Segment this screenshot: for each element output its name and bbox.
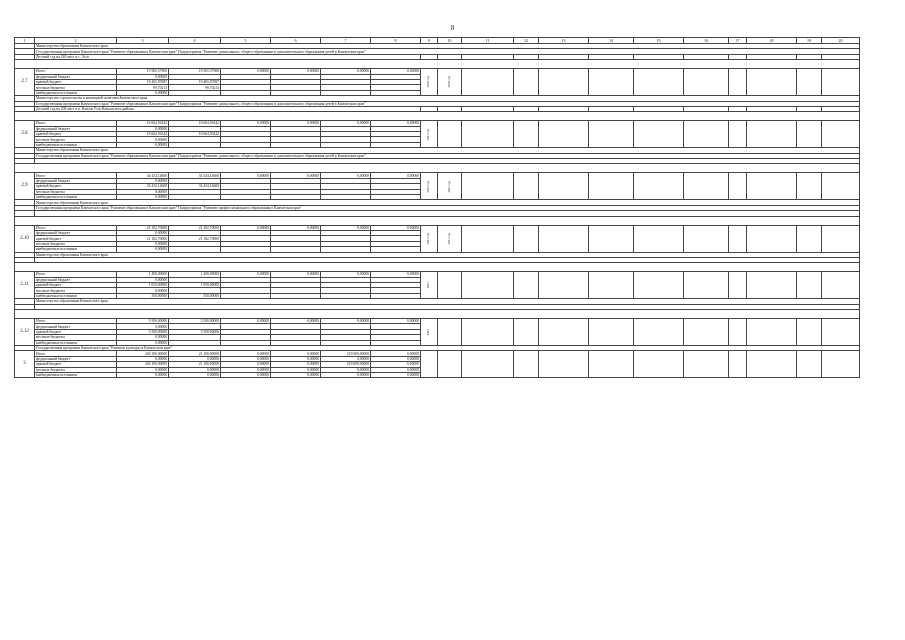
amount-cell: 0,00000 xyxy=(117,142,169,147)
amount-cell: 0,00000 xyxy=(117,372,169,377)
rotated-text-cell xyxy=(822,225,860,252)
table-cell xyxy=(684,351,729,378)
funding-source-label: местные бюджеты xyxy=(35,85,117,90)
rotated-text-cell xyxy=(589,173,634,200)
rotated-text-cell xyxy=(797,121,822,148)
column-number-6: 6 xyxy=(271,38,321,44)
rotated-text-cell xyxy=(539,121,589,148)
funding-source-label: краевой бюджет xyxy=(35,329,117,334)
amount-cell: 0,00000 xyxy=(117,277,169,282)
amount-cell: 0,00000 xyxy=(169,372,221,377)
rotated-text-cell xyxy=(438,225,462,252)
amount-cell: 0,00000 xyxy=(221,225,271,230)
funding-source-label: Итого xyxy=(35,272,117,277)
funding-source-label: федеральный бюджет xyxy=(35,230,117,235)
rotated-text-cell xyxy=(822,69,860,96)
vertical-text: 2021 год xyxy=(426,128,431,141)
program-label: Государственная программа Камчатского края "Развитие образования в Камчатском крае" Подпрограмма "Развитие профессионального образования в Камчатском крае" xyxy=(35,205,860,210)
rotated-text-cell xyxy=(747,173,797,200)
vertical-text: 2021 xyxy=(426,328,431,336)
spacer-row xyxy=(15,263,860,272)
amount-cell: 16 664,56342 xyxy=(169,121,221,126)
page-number: 8 xyxy=(450,24,455,32)
object-label: Детский сад на 240 мест в с. Эссо xyxy=(35,54,421,59)
amount-cell: 0,00000 xyxy=(221,367,271,372)
amount-cell: 0,00000 xyxy=(371,225,421,230)
rotated-text-cell xyxy=(539,319,589,346)
rotated-text-cell xyxy=(797,69,822,96)
amount-cell: 0,00000 xyxy=(117,126,169,131)
funding-source-label: местные бюджеты xyxy=(35,241,117,246)
section-number: 2.11 xyxy=(15,272,35,299)
column-number-4: 4 xyxy=(169,38,221,44)
rotated-text-cell xyxy=(797,272,822,299)
amount-cell: 0,00000 xyxy=(271,367,321,372)
section-number: 3 xyxy=(15,351,35,378)
amount-cell: 0,00000 xyxy=(117,90,169,95)
amount-cell: 16 664,56342 xyxy=(117,121,169,126)
column-number-8: 8 xyxy=(371,38,421,44)
section-number: 2.7 xyxy=(15,69,35,96)
table-cell xyxy=(797,351,822,378)
funding-source-label: Итого xyxy=(35,351,117,356)
program-label: Государственная программа Камчатского края "Развитие культуры в Камчатском крае" xyxy=(35,345,860,350)
amount-cell: 21 182,70000 xyxy=(117,225,169,230)
table-cell xyxy=(462,351,514,378)
amount-cell: 19 565,57900 xyxy=(169,69,221,74)
rotated-text-cell xyxy=(822,121,860,148)
funding-source-label: краевой бюджет xyxy=(35,132,117,137)
funding-source-label: краевой бюджет xyxy=(35,362,117,367)
rotated-text-cell xyxy=(514,121,539,148)
program-label: Государственная программа Камчатского края "Развитие образования в Камчатском крае" Подпрограмма "Развитие дошкольного, общего образования и дополнительного образования детей в Камчатском крае" xyxy=(35,101,860,106)
amount-cell: 0,00000 xyxy=(271,351,321,356)
column-number-12: 12 xyxy=(514,38,539,44)
table-cell xyxy=(539,351,589,378)
rotated-text-cell xyxy=(589,69,634,96)
amount-cell: 0,00000 xyxy=(221,319,271,324)
column-number-7: 7 xyxy=(321,38,371,44)
table-cell xyxy=(15,310,860,319)
rotated-text-cell xyxy=(684,225,729,252)
column-number-20: 20 xyxy=(822,38,860,44)
column-number-16: 16 xyxy=(684,38,729,44)
column-number-15: 15 xyxy=(634,38,684,44)
amount-cell: 16 664,56342 xyxy=(169,132,221,137)
funding-source-label: краевой бюджет xyxy=(35,79,117,84)
spacer-row xyxy=(15,164,860,173)
column-number-10: 10 xyxy=(438,38,462,44)
investment-register-table xyxy=(14,37,860,378)
rotated-text-cell xyxy=(462,319,514,346)
amount-cell: 0,00000 xyxy=(371,351,421,356)
amount-cell: 0,00000 xyxy=(371,362,421,367)
amount-cell: 0,00000 xyxy=(271,372,321,377)
amount-cell: 21 100,00000 xyxy=(169,362,221,367)
amount-cell: 0,00000 xyxy=(117,189,169,194)
amount-cell: 0,00000 xyxy=(321,121,371,126)
rotated-text-cell xyxy=(462,69,514,96)
amount-cell: 0,00000 xyxy=(221,69,271,74)
rotated-text-cell xyxy=(589,121,634,148)
rotated-text-cell xyxy=(514,319,539,346)
rotated-text-cell xyxy=(729,173,747,200)
amount-cell: 19 465,87687 xyxy=(117,79,169,84)
funding-source-label: внебюджетные источники xyxy=(35,194,117,199)
amount-cell: 0,00000 xyxy=(371,69,421,74)
amount-cell: 0,00000 xyxy=(117,137,169,142)
funding-source-label: местные бюджеты xyxy=(35,189,117,194)
rotated-text-cell xyxy=(514,272,539,299)
funding-source-label: федеральный бюджет xyxy=(35,178,117,183)
vertical-text: 2019 год xyxy=(426,76,431,88)
table-cell xyxy=(514,351,539,378)
object-label: Детский сад на 200 мест в п. Ключи Усть-Камчатского района xyxy=(35,106,421,111)
table-cell xyxy=(589,351,634,378)
table-cell xyxy=(421,351,438,378)
amount-cell: 1 400,00000 xyxy=(117,272,169,277)
rotated-text-cell xyxy=(822,319,860,346)
rotated-text-cell xyxy=(634,225,684,252)
funding-source-label: внебюджетные источники xyxy=(35,90,117,95)
rotated-text-cell xyxy=(747,69,797,96)
table-cell xyxy=(729,351,747,378)
rotated-text-cell xyxy=(822,272,860,299)
amount-cell: 0,00000 xyxy=(321,69,371,74)
amount-cell: 0,00000 xyxy=(371,367,421,372)
amount-cell: 0,00000 xyxy=(321,372,371,377)
rotated-text-cell xyxy=(634,69,684,96)
rotated-text-cell xyxy=(684,319,729,346)
amount-cell: 0,00000 xyxy=(117,194,169,199)
rotated-text-cell xyxy=(438,69,462,96)
customer-label: Министерство строительства и жилищной политики Камчатского края xyxy=(35,96,860,101)
amount-cell: 0,00000 xyxy=(271,356,321,361)
amount-cell: 0,00000 xyxy=(117,288,169,293)
amount-cell: 0,00000 xyxy=(221,362,271,367)
rotated-text-cell xyxy=(747,272,797,299)
column-number-11: 11 xyxy=(462,38,514,44)
section-number: 2.9 xyxy=(15,173,35,200)
rotated-text-cell xyxy=(514,173,539,200)
funding-source-label: федеральный бюджет xyxy=(35,277,117,282)
rotated-text-cell xyxy=(421,173,438,200)
column-number-17: 17 xyxy=(729,38,747,44)
rotated-text-cell xyxy=(634,121,684,148)
table-cell xyxy=(15,112,860,121)
register-table-area xyxy=(14,37,859,571)
rotated-text-cell xyxy=(462,173,514,200)
table-cell xyxy=(634,351,684,378)
rotated-text-cell xyxy=(729,272,747,299)
amount-cell: 0,00000 xyxy=(371,319,421,324)
amount-cell: 21 100,00000 xyxy=(169,351,221,356)
amount-cell: 5 500,00000 xyxy=(117,329,169,334)
rotated-text-cell xyxy=(589,319,634,346)
spacer-row xyxy=(15,216,860,225)
column-number-2: 2 xyxy=(35,38,117,44)
rotated-text-cell xyxy=(822,173,860,200)
rotated-text-cell xyxy=(634,319,684,346)
rotated-text-cell xyxy=(589,225,634,252)
amount-cell: 99,70213 xyxy=(169,85,221,90)
amount-cell: 21 182,70000 xyxy=(117,236,169,241)
amount-cell: 350,00000 xyxy=(117,293,169,298)
table-cell xyxy=(15,216,860,225)
amount-cell: 0,00000 xyxy=(321,225,371,230)
rotated-text-cell xyxy=(438,319,462,346)
rotated-text-cell xyxy=(539,69,589,96)
amount-cell: 5 500,00000 xyxy=(117,319,169,324)
table-cell xyxy=(822,351,860,378)
rotated-text-cell xyxy=(421,225,438,252)
vertical-text: 2021 год xyxy=(426,180,431,193)
funding-source-label: краевой бюджет xyxy=(35,283,117,288)
spacer-row xyxy=(15,60,860,69)
amount-cell: 0,00000 xyxy=(371,121,421,126)
rotated-text-cell xyxy=(421,272,438,299)
rotated-text-cell xyxy=(462,272,514,299)
table-cell xyxy=(15,164,860,173)
funding-source-label: федеральный бюджет xyxy=(35,74,117,79)
rotated-text-cell xyxy=(438,173,462,200)
amount-cell: 0,00000 xyxy=(321,356,371,361)
vertical-text: 2021 год xyxy=(426,232,431,245)
amount-cell: 5 500,00000 xyxy=(169,319,221,324)
amount-cell: 0,00000 xyxy=(371,356,421,361)
amount-cell: 0,00000 xyxy=(271,225,321,230)
table-cell xyxy=(15,60,860,69)
amount-cell: 0,00000 xyxy=(117,340,169,345)
customer-label: Министерство образования Камчатского края xyxy=(35,44,860,49)
amount-cell: 0,00000 xyxy=(321,319,371,324)
amount-cell: 0,00000 xyxy=(371,372,421,377)
funding-source-label: внебюджетные источники xyxy=(35,293,117,298)
amount-cell: 0,00000 xyxy=(117,335,169,340)
amount-cell: 34 434,14600 xyxy=(169,173,221,178)
column-number-3: 3 xyxy=(117,38,169,44)
rotated-text-cell xyxy=(438,272,462,299)
amount-cell: 0,00000 xyxy=(221,356,271,361)
rotated-text-cell xyxy=(514,225,539,252)
rotated-text-cell xyxy=(462,121,514,148)
vertical-text: 2021 год xyxy=(446,180,451,193)
amount-cell: 0,00000 xyxy=(271,173,321,178)
rotated-text-cell xyxy=(797,319,822,346)
amount-cell: 0,00000 xyxy=(271,272,321,277)
funding-source-label: внебюджетные источники xyxy=(35,247,117,252)
amount-cell: 0,00000 xyxy=(321,367,371,372)
column-number-14: 14 xyxy=(589,38,634,44)
amount-cell: 0,00000 xyxy=(117,367,169,372)
amount-cell: 1 050,00000 xyxy=(169,283,221,288)
customer-label: Министерство образования Камчатского края xyxy=(35,252,860,257)
amount-cell: 0,00000 xyxy=(169,367,221,372)
amount-cell: 0,00000 xyxy=(371,272,421,277)
amount-cell: 16 664,56342 xyxy=(117,132,169,137)
amount-cell: 0,00000 xyxy=(117,74,169,79)
amount-cell: 0,00000 xyxy=(271,121,321,126)
amount-cell: 350,00000 xyxy=(169,293,221,298)
funding-source-label: Итого xyxy=(35,121,117,126)
funding-source-label: внебюджетные источники xyxy=(35,372,117,377)
table-cell xyxy=(438,351,462,378)
funding-source-label: местные бюджеты xyxy=(35,288,117,293)
funding-source-label: Итого xyxy=(35,225,117,230)
amount-cell: 219 000,00000 xyxy=(321,351,371,356)
amount-cell: 0,00000 xyxy=(117,356,169,361)
program-label: Государственная программа Камчатского края "Развитие образования в Камчатском крае" Подпрограмма "Развитие дошкольного, общего образования и дополнительного образования детей в Камчатском крае" xyxy=(35,49,860,54)
rotated-text-cell xyxy=(684,121,729,148)
vertical-text: 2021 xyxy=(426,282,431,289)
amount-cell: 0,00000 xyxy=(117,230,169,235)
amount-cell: 0,00000 xyxy=(221,351,271,356)
column-number-13: 13 xyxy=(539,38,589,44)
funding-source-label: Итого xyxy=(35,319,117,324)
rotated-text-cell xyxy=(747,121,797,148)
rotated-text-cell xyxy=(747,319,797,346)
amount-cell: 5 500,00000 xyxy=(169,329,221,334)
amount-cell: 0,00000 xyxy=(321,272,371,277)
customer-label: Министерство образования Камчатского края xyxy=(35,148,860,153)
customer-label: Министерство образования Камчатского края xyxy=(35,200,860,205)
amount-cell: 34 434,14600 xyxy=(117,173,169,178)
rotated-text-cell xyxy=(438,121,462,148)
spacer-row xyxy=(15,310,860,319)
funding-source-label: внебюджетные источники xyxy=(35,142,117,147)
rotated-text-cell xyxy=(539,272,589,299)
rotated-text-cell xyxy=(729,69,747,96)
amount-cell: 21 182,70000 xyxy=(169,225,221,230)
vertical-text: 2019 год xyxy=(446,76,451,88)
amount-cell: 0,00000 xyxy=(221,173,271,178)
funding-source-label: местные бюджеты xyxy=(35,335,117,340)
amount-cell: 1 400,00000 xyxy=(169,272,221,277)
funding-source-label: краевой бюджет xyxy=(35,184,117,189)
customer-label: Министерство образования Камчатского края xyxy=(35,299,860,304)
column-number-19: 19 xyxy=(797,38,822,44)
rotated-text-cell xyxy=(421,69,438,96)
section-number: 2.12 xyxy=(15,319,35,346)
amount-cell: 0,00000 xyxy=(169,356,221,361)
table-cell xyxy=(15,263,860,272)
rotated-text-cell xyxy=(421,121,438,148)
amount-cell: 240 100,00000 xyxy=(117,351,169,356)
column-number-5: 5 xyxy=(221,38,271,44)
table-cell xyxy=(747,351,797,378)
amount-cell: 1 050,00000 xyxy=(117,283,169,288)
amount-cell: 0,00000 xyxy=(371,173,421,178)
rotated-text-cell xyxy=(684,69,729,96)
section-number: 2.8 xyxy=(15,121,35,148)
amount-cell: 240 100,00000 xyxy=(117,362,169,367)
amount-cell: 219 000,00000 xyxy=(321,362,371,367)
rotated-text-cell xyxy=(729,121,747,148)
amount-cell: 19 565,57900 xyxy=(117,69,169,74)
funding-source-label: федеральный бюджет xyxy=(35,324,117,329)
amount-cell: 0,00000 xyxy=(271,362,321,367)
funding-source-label: Итого xyxy=(35,69,117,74)
amount-cell: 19 465,87687 xyxy=(169,79,221,84)
spacer-row xyxy=(15,112,860,121)
program-label: Государственная программа Камчатского края "Развитие образования в Камчатском крае" Подпрограмма "Развитие дошкольного, общего образования и дополнительного образования детей в Камчатском крае" xyxy=(35,153,860,158)
rotated-text-cell xyxy=(462,225,514,252)
amount-cell: 0,00000 xyxy=(221,372,271,377)
amount-cell: 0,00000 xyxy=(117,324,169,329)
rotated-text-cell xyxy=(589,272,634,299)
rotated-text-cell xyxy=(421,319,438,346)
amount-cell: 0,00000 xyxy=(271,69,321,74)
vertical-text: 2021 год xyxy=(446,232,451,245)
amount-cell: 0,00000 xyxy=(117,247,169,252)
amount-cell: 34 434,14600 xyxy=(169,184,221,189)
rotated-text-cell xyxy=(514,69,539,96)
amount-cell: 0,00000 xyxy=(117,178,169,183)
funding-source-label: Итого xyxy=(35,173,117,178)
amount-cell: 0,00000 xyxy=(321,173,371,178)
funding-source-label: федеральный бюджет xyxy=(35,126,117,131)
funding-source-label: краевой бюджет xyxy=(35,236,117,241)
rotated-text-cell xyxy=(729,319,747,346)
rotated-text-cell xyxy=(634,173,684,200)
amount-cell: 99,70213 xyxy=(117,85,169,90)
funding-source-label: местные бюджеты xyxy=(35,137,117,142)
rotated-text-cell xyxy=(684,173,729,200)
rotated-text-cell xyxy=(634,272,684,299)
amount-cell: 0,00000 xyxy=(221,121,271,126)
column-number-18: 18 xyxy=(747,38,797,44)
rotated-text-cell xyxy=(747,225,797,252)
rotated-text-cell xyxy=(729,225,747,252)
amount-cell: 21 182,70000 xyxy=(169,236,221,241)
rotated-text-cell xyxy=(797,173,822,200)
amount-cell: 0,00000 xyxy=(271,319,321,324)
rotated-text-cell xyxy=(797,225,822,252)
rotated-text-cell xyxy=(539,225,589,252)
funding-source-label: внебюджетные источники xyxy=(35,340,117,345)
column-number-1: 1 xyxy=(15,38,35,44)
section-number: 2.10 xyxy=(15,225,35,252)
column-number-9: 9 xyxy=(421,38,438,44)
funding-source-label: местные бюджеты xyxy=(35,367,117,372)
amount-cell: 0,00000 xyxy=(221,272,271,277)
rotated-text-cell xyxy=(684,272,729,299)
rotated-text-cell xyxy=(539,173,589,200)
amount-cell: 34 434,14600 xyxy=(117,184,169,189)
funding-source-label: федеральный бюджет xyxy=(35,356,117,361)
amount-cell: 0,00000 xyxy=(117,241,169,246)
